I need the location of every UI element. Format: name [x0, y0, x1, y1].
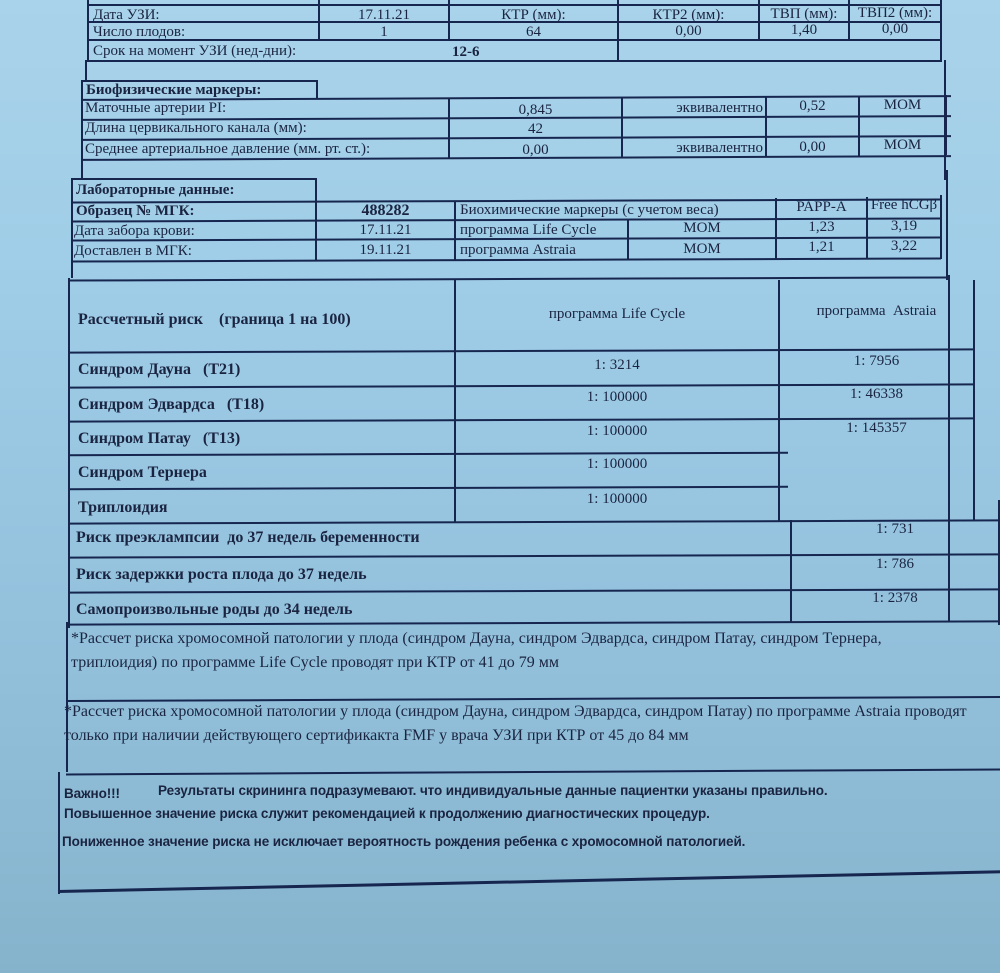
risk-row-label: Синдром Дауна (T21) [78, 361, 241, 378]
crl2-value: 0,00 [675, 23, 702, 39]
risk-row-label: Синдром Тернера [78, 464, 207, 481]
pappa-header: PAPP-A [796, 199, 847, 215]
important-line-3: Пониженное значение риска не исключает вероятность рождения ребенка с хромосомной патологией. [62, 834, 746, 849]
crl2-label: КТР2 (мм): [652, 7, 725, 23]
biochem-program: программа Astraia [460, 242, 576, 258]
astraia-header: программа Astraia [816, 303, 937, 319]
blood-date-label: Дата забора крови: [74, 223, 195, 239]
biophysical-value: 0,845 [518, 102, 553, 118]
biophysical-unit: МОМ [883, 137, 922, 153]
biochem-program: программа Life Cycle [460, 222, 597, 238]
biophysical-label: Длина цервикального канала (мм): [85, 120, 307, 136]
nt-value: 1,40 [790, 22, 818, 38]
biochem-pappa: 1,23 [808, 219, 835, 235]
risk-lifecycle-value: 1: 3214 [594, 357, 640, 373]
fetus-count-label: Число плодов: [93, 24, 186, 40]
biophysical-label: Маточные артерии PI: [85, 100, 227, 116]
risk-lifecycle-value: 1: 100000 [586, 456, 648, 472]
sample-number: 488282 [361, 202, 410, 219]
risk-row-label: Самопроизвольные роды до 34 недель [76, 601, 353, 618]
important-line-1: Результаты скрининга подразумевают. что индивидуальные данные пациентки указаны правильно. [158, 783, 828, 798]
risk-row-label: Риск задержки роста плода до 37 недель [76, 566, 367, 583]
risk-value: 1: 731 [876, 521, 914, 537]
risk-row-label: Синдром Патау (T13) [78, 430, 241, 447]
biochem-hcg: 3,19 [890, 218, 918, 234]
biophysical-equiv: эквивалентно [676, 140, 763, 156]
risk-value: 1: 786 [876, 556, 914, 572]
important-prefix: Важно!!! [64, 786, 120, 801]
lifecycle-header: программа Life Cycle [548, 306, 686, 322]
delivered-label: Доставлен в МГК: [74, 243, 192, 259]
hcg-header: Free hCGβ [870, 197, 938, 213]
fetus-count-value: 1 [380, 24, 388, 40]
risk-lifecycle-value: 1: 100000 [586, 423, 648, 439]
biophysical-equiv: эквивалентно [676, 100, 763, 116]
lifecycle-note: *Рассчет риска хромосомной патологии у плода (синдром Дауна, синдром Эдвардса, синдром Патау, синдром Тернера, триплоидия) по программе Life Cycle проводят при КТР от 41 до 79 мм [71, 630, 882, 671]
biophysical-mom-value: 0,52 [799, 98, 826, 114]
crl-label: КТР (мм): [501, 7, 566, 23]
risk-lifecycle-value: 1: 100000 [586, 389, 648, 405]
ultrasound-date-label: Дата УЗИ: [93, 7, 160, 23]
gestational-age-label: Срок на момент УЗИ (нед-дни): [93, 43, 297, 59]
biophysical-value: 0,00 [522, 142, 549, 158]
risk-header-label: Рассчетный риск (граница 1 на 100) [78, 311, 351, 328]
blood-date-value: 17.11.21 [359, 222, 412, 238]
crl-value: 64 [526, 24, 541, 40]
nt-label: ТВП (мм): [770, 6, 838, 22]
risk-row-label: Синдром Эдвардса (T18) [78, 396, 265, 413]
biochem-unit: МОМ [683, 241, 721, 257]
risk-row-label: Триплоидия [78, 499, 168, 516]
risk-astraia-value: 1: 7956 [853, 353, 900, 369]
risk-astraia-value: 1: 46338 [850, 386, 903, 402]
biochem-unit: МОМ [683, 220, 721, 236]
biophysical-title: Биофизические маркеры: [86, 82, 262, 98]
ultrasound-date-value: 17.11.21 [358, 7, 410, 23]
biophysical-label: Среднее артериальное давление (мм. рт. ст.): [85, 141, 371, 157]
biochem-pappa: 1,21 [808, 239, 835, 255]
delivered-value: 19.11.21 [359, 242, 412, 258]
risk-value: 1: 2378 [872, 590, 918, 606]
biophysical-unit: МОМ [883, 97, 922, 113]
risk-row-label: Риск преэклампсии до 37 недель беременности [76, 529, 420, 546]
biophysical-value: 42 [528, 121, 543, 137]
biophysical-mom-value: 0,00 [799, 139, 826, 155]
nt2-value: 0,00 [881, 21, 909, 37]
biochem-hcg: 3,22 [890, 238, 918, 254]
risk-lifecycle-value: 1: 100000 [586, 491, 648, 507]
important-line-2: Повышенное значение риска служит рекомендацией к продолжению диагностических процедур. [64, 806, 710, 821]
biochem-header: Биохимические маркеры (с учетом веса) [460, 202, 719, 218]
sample-label: Образец № МГК: [76, 203, 195, 219]
astraia-note: *Рассчет риска хромосомной патологии у плода (синдром Дауна, синдром Эдвардса, синдром Патау) по программе Astraia проводят только при наличии действующего сертификакта FMF у врача УЗИ при КТР от 45 до 84 мм [64, 703, 967, 744]
gestational-age-value: 12-6 [452, 44, 480, 60]
risk-astraia-value: 1: 145357 [846, 420, 907, 436]
nt2-label: ТВП2 (мм): [857, 5, 933, 21]
lab-title: Лабораторные данные: [76, 182, 235, 198]
